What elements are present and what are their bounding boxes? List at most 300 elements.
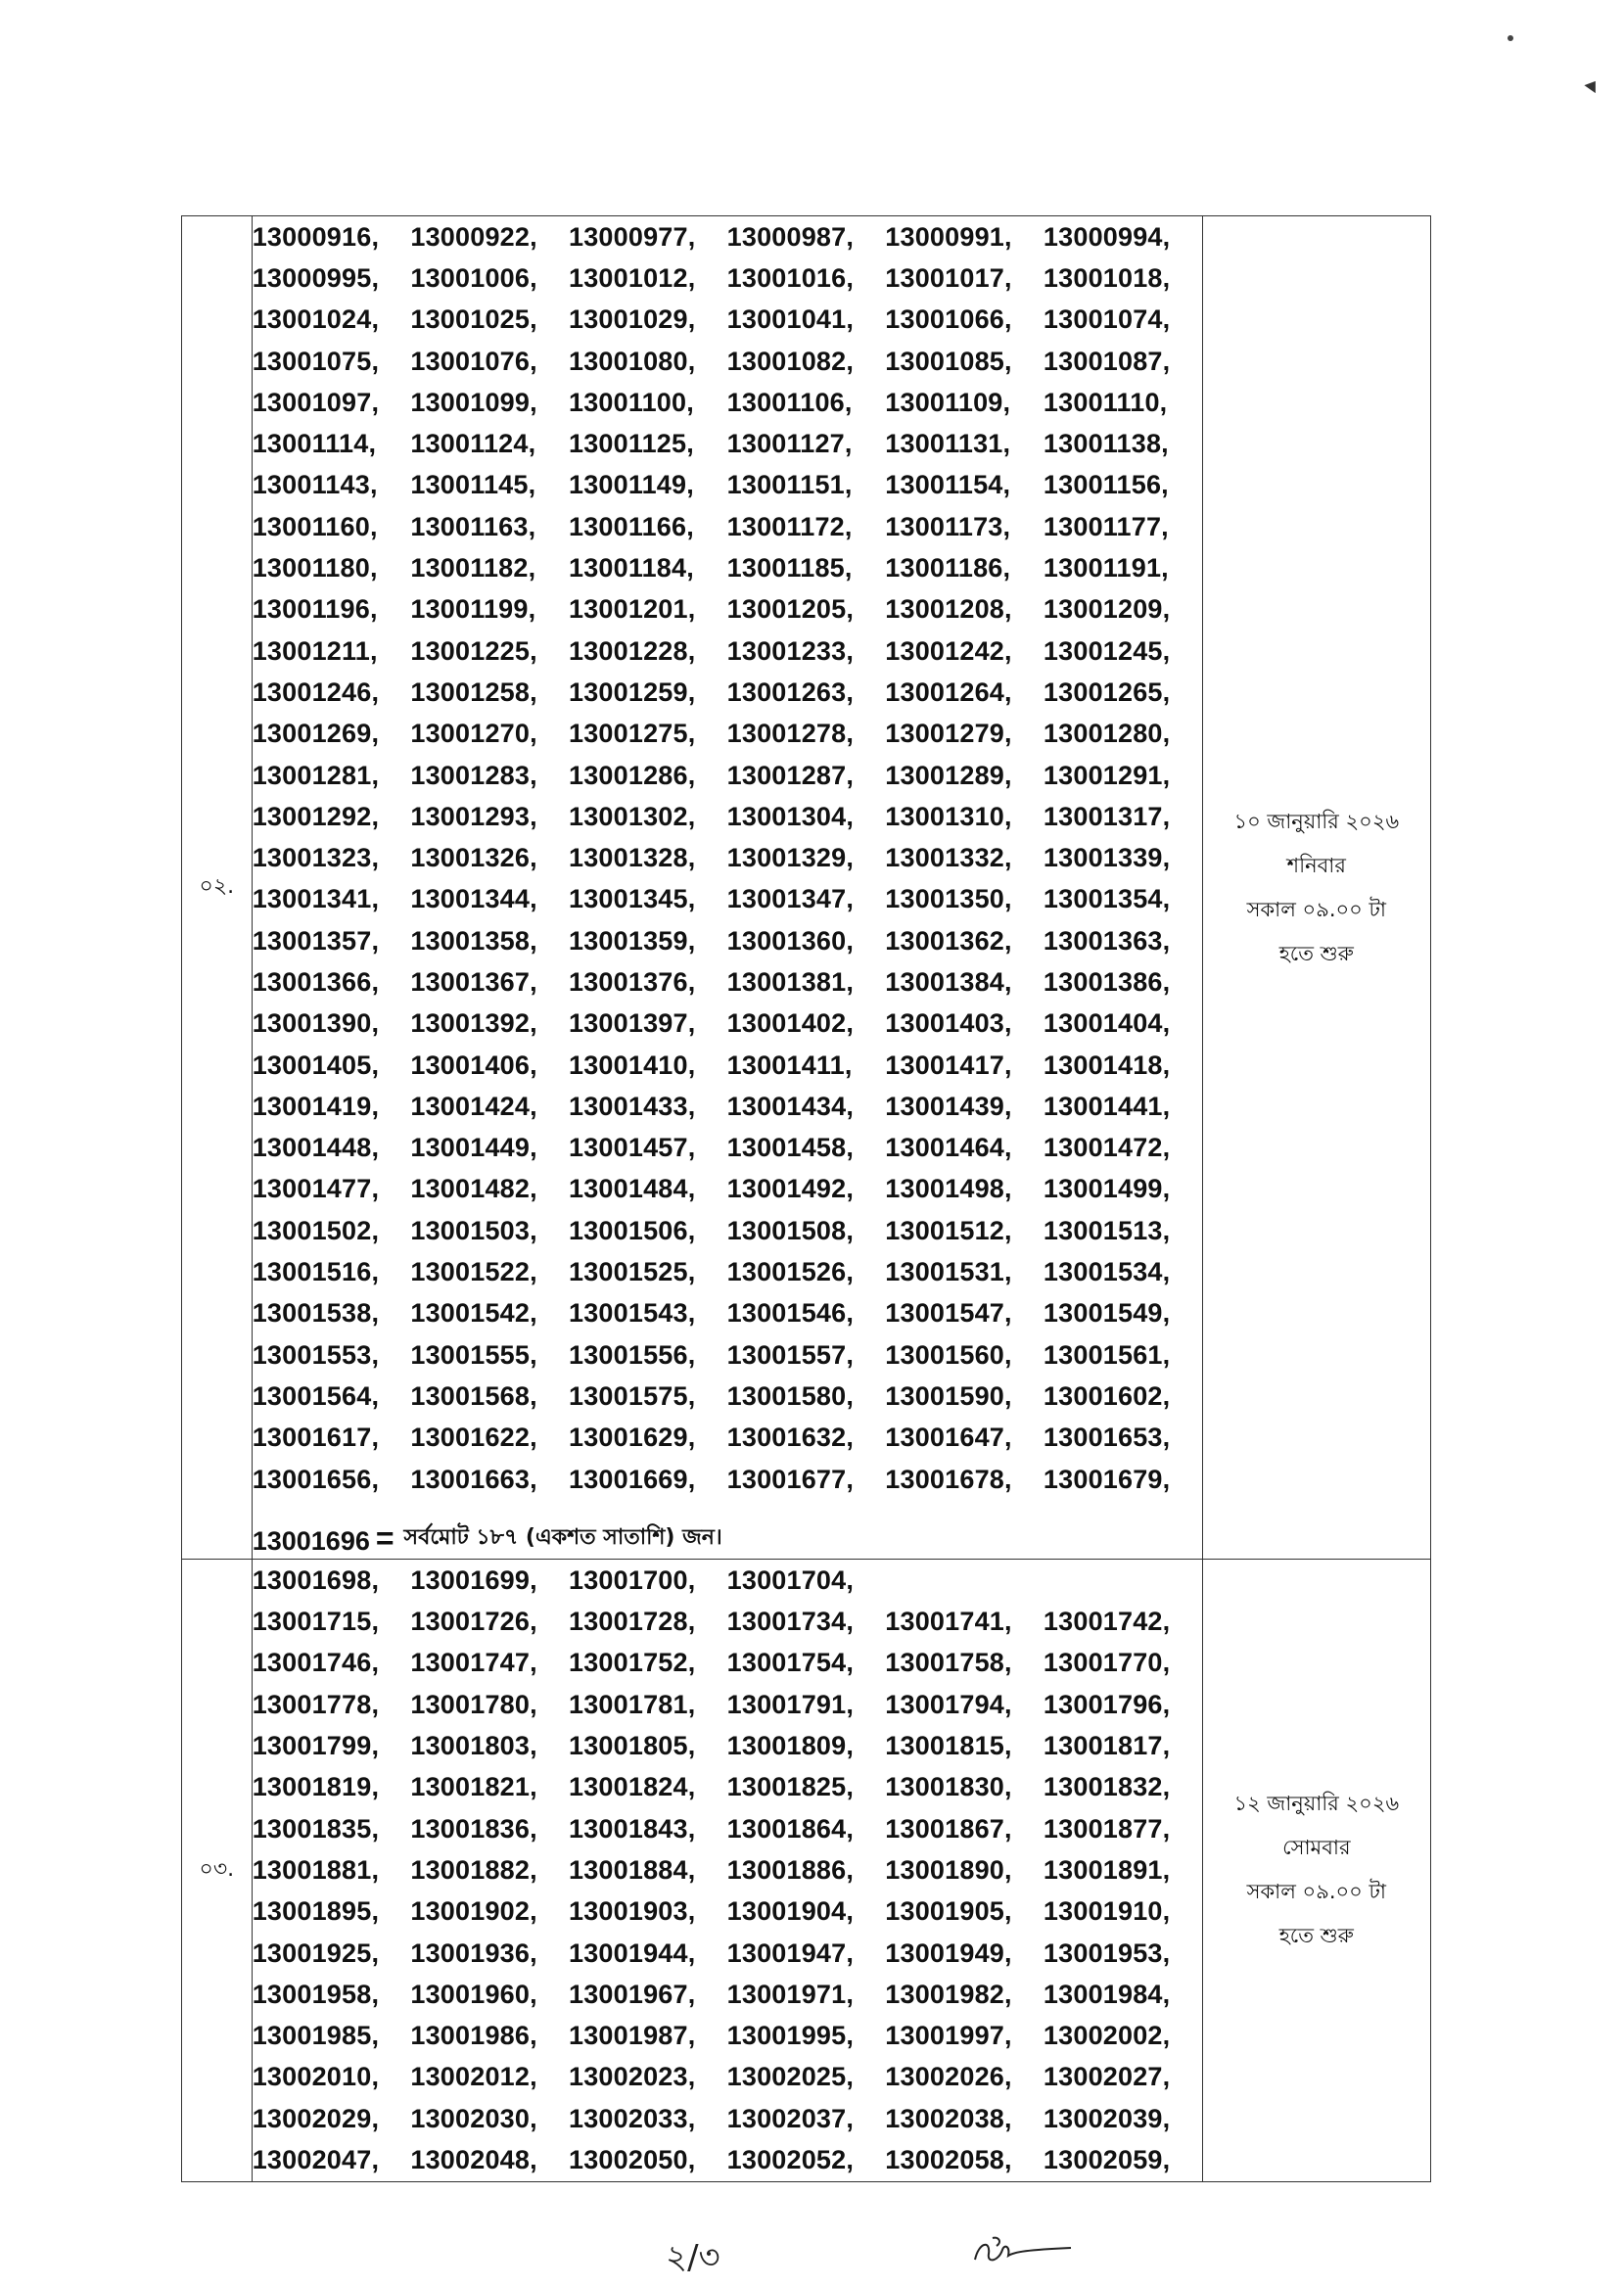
roll-number: 13001041,	[726, 304, 855, 335]
roll-number: 13001025,	[410, 304, 537, 335]
roll-row	[253, 1643, 1202, 1684]
roll-number: 13001502,	[252, 1215, 380, 1245]
roll-number: 13001799,	[252, 1731, 380, 1761]
roll-number: 13001817,	[1043, 1731, 1171, 1761]
roll-row	[253, 1210, 1202, 1251]
roll-number: 13001498,	[885, 1174, 1012, 1204]
roll-number: 13001656,	[252, 1464, 380, 1494]
roll-number: 13001925,	[252, 1938, 380, 1968]
roll-row	[253, 423, 1202, 464]
roll-row	[253, 1251, 1202, 1292]
roll-row	[253, 1974, 1202, 2015]
roll-number: 13001406,	[410, 1050, 537, 1080]
roll-number: 13001824,	[569, 1772, 696, 1802]
roll-number: 13002030,	[410, 2103, 537, 2133]
roll-number: 13001358,	[410, 925, 537, 956]
roll-number: 13001242,	[885, 635, 1012, 666]
roll-number: 13001542,	[410, 1298, 537, 1329]
roll-number: 13001087,	[1043, 346, 1171, 376]
roll-row	[253, 1891, 1202, 1933]
roll-number: 13001439,	[885, 1091, 1012, 1121]
exam-time: সকাল ০৯.০০ টা	[1246, 897, 1387, 921]
roll-number: 13001166,	[569, 511, 694, 541]
roll-number: 13001259,	[569, 677, 696, 707]
roll-number: 13001553,	[252, 1339, 380, 1370]
roll-number: 13001350,	[885, 884, 1012, 914]
page-number: ২/৩	[666, 2238, 720, 2277]
roll-number: 13001018,	[1043, 262, 1171, 293]
roll-number: 13001867,	[885, 1813, 1012, 1844]
roll-number: 13001328,	[569, 843, 696, 873]
roll-number: 13001182,	[410, 553, 536, 584]
roll-number: 13001534,	[1043, 1257, 1171, 1287]
roll-number: 13001264,	[885, 677, 1012, 707]
roll-number: 13001512,	[885, 1215, 1012, 1245]
roll-number: 13001549,	[1043, 1298, 1171, 1329]
roll-number: 13001815,	[885, 1731, 1012, 1761]
roll-number: 13001836,	[410, 1813, 537, 1844]
roll-row	[253, 1086, 1202, 1127]
roll-number: 13001557,	[726, 1339, 855, 1370]
roll-number: 13001292,	[252, 801, 380, 831]
roll-number: 13001499,	[1043, 1174, 1171, 1204]
roll-number: 13000995,	[252, 262, 380, 293]
roll-number: 13001075,	[252, 346, 380, 376]
roll-number: 13001647,	[885, 1423, 1012, 1453]
roll-row	[253, 1808, 1202, 1849]
roll-number: 13001085,	[885, 346, 1012, 376]
roll-number: 13001677,	[726, 1464, 855, 1494]
total-count: সর্বমোট ১৮৭ (একশত সাতাশি) জন।	[403, 1525, 722, 1551]
roll-number: 13001127,	[726, 429, 853, 459]
roll-number: 13001434,	[726, 1091, 855, 1121]
exam-day: শনিবার	[1286, 853, 1346, 877]
roll-number: 13001302,	[569, 801, 696, 831]
roll-number: 13001359,	[569, 925, 696, 956]
roll-number: 13002038,	[885, 2103, 1012, 2133]
roll-number: 13001967,	[569, 1979, 696, 2009]
roll-number: 13001910,	[1043, 1896, 1171, 1927]
roll-number: 13001482,	[410, 1174, 537, 1204]
roll-number: 13001877,	[1043, 1813, 1171, 1844]
roll-number: 13001698,	[252, 1564, 380, 1595]
roll-number: 13001341,	[252, 884, 380, 914]
roll-row	[253, 1045, 1202, 1086]
roll-number: 13001754,	[726, 1648, 855, 1678]
roll-number: 13001339,	[1043, 843, 1171, 873]
roll-row	[253, 1849, 1202, 1891]
roll-number: 13001211,	[252, 635, 378, 666]
roll-row	[253, 382, 1202, 423]
roll-number: 13001538,	[252, 1298, 380, 1329]
roll-number: 13001163,	[410, 511, 536, 541]
roll-number: 13001794,	[885, 1689, 1012, 1719]
roll-number: 13002002,	[1043, 2021, 1171, 2051]
roll-number: 13001233,	[726, 635, 855, 666]
roll-number: 13001905,	[885, 1896, 1012, 1927]
roll-row	[253, 2057, 1202, 2098]
roll-number: 13001546,	[726, 1298, 855, 1329]
roll-number: 13001410,	[569, 1050, 696, 1080]
roll-number: 13001704,	[726, 1564, 855, 1595]
roll-number: 13001513,	[1043, 1215, 1171, 1245]
serial-cell: ০৩.	[182, 1560, 253, 2181]
roll-number: 13001632,	[726, 1423, 855, 1453]
roll-number: 13001099,	[410, 387, 537, 417]
roll-number: 13001746,	[252, 1648, 380, 1678]
roll-row	[253, 465, 1202, 506]
roll-number: 13001669,	[569, 1464, 696, 1494]
roll-number: 13001679,	[1043, 1464, 1171, 1494]
roll-number: 13001245,	[1043, 635, 1171, 666]
roll-number: 13001791,	[726, 1689, 855, 1719]
roll-number: 13001424,	[410, 1091, 537, 1121]
roll-row	[253, 1684, 1202, 1725]
roll-number: 13001830,	[885, 1772, 1012, 1802]
roll-number: 13001329,	[726, 843, 855, 873]
roll-number: 13001397,	[569, 1008, 696, 1039]
roll-number: 13002029,	[252, 2103, 380, 2133]
roll-row	[253, 961, 1202, 1003]
roll-number: 13001561,	[1043, 1339, 1171, 1370]
roll-number: 13001741,	[885, 1607, 1012, 1637]
roll-number: 13001433,	[569, 1091, 696, 1121]
roll-number: 13001360,	[726, 925, 855, 956]
roll-number: 13001363,	[1043, 925, 1171, 956]
serial-cell: ০২.	[182, 216, 253, 1560]
roll-number: 13001580,	[726, 1380, 855, 1411]
roll-row	[253, 1459, 1202, 1500]
exam-day: সোমবার	[1282, 1836, 1351, 1860]
roll-number: 13001180,	[252, 553, 378, 584]
roll-number: 13001362,	[885, 925, 1012, 956]
roll-number: 13001629,	[569, 1423, 696, 1453]
roll-number: 13001728,	[569, 1607, 696, 1637]
roll-number: 13001949,	[885, 1938, 1012, 1968]
roll-number: 13001366,	[252, 966, 380, 997]
roll-number: 13001258,	[410, 677, 537, 707]
roll-number: 13001947,	[726, 1938, 855, 1968]
roll-number: 13001895,	[252, 1896, 380, 1927]
roll-number: 13002026,	[885, 2062, 1012, 2092]
roll-number: 13001012,	[569, 262, 696, 293]
roll-number: 13001835,	[252, 1813, 380, 1844]
roll-number: 13001209,	[1043, 594, 1171, 625]
roll-row	[253, 2015, 1202, 2056]
roll-number: 13001441,	[1043, 1091, 1171, 1121]
roll-number: 13001508,	[726, 1215, 855, 1245]
roll-number: 13001819,	[252, 1772, 380, 1802]
roll-row	[253, 1128, 1202, 1169]
roll-number: 13001143,	[252, 470, 378, 500]
roll-number: 13000916,	[252, 221, 380, 252]
roll-row	[253, 837, 1202, 878]
roll-number: 13001402,	[726, 1008, 855, 1039]
roll-number: 13001492,	[726, 1174, 855, 1204]
roll-number: 13001809,	[726, 1731, 855, 1761]
roll-number: 13001715,	[252, 1607, 380, 1637]
scan-speck	[1508, 35, 1513, 41]
roll-number: 13001275,	[569, 719, 696, 749]
roll-number: 13001281,	[252, 760, 380, 790]
roll-number: 13001138,	[1043, 429, 1169, 459]
roll-number: 13002050,	[569, 2145, 696, 2174]
roll-row	[253, 920, 1202, 961]
signature-icon	[969, 2232, 1077, 2271]
roll-number: 13001145,	[410, 470, 536, 500]
roll-number: 13002059,	[1043, 2145, 1171, 2174]
roll-number: 13002037,	[726, 2103, 855, 2133]
roll-row	[253, 1725, 1202, 1766]
roll-number: 13001805,	[569, 1731, 696, 1761]
roll-number: 13001386,	[1043, 966, 1171, 997]
roll-number: 13001286,	[569, 760, 696, 790]
roll-row	[253, 1560, 1202, 1601]
last-roll: 13001696	[252, 1526, 370, 1557]
roll-number: 13001354,	[1043, 884, 1171, 914]
roll-number: 13001555,	[410, 1339, 537, 1370]
roll-number: 13001106,	[726, 387, 853, 417]
roll-number: 13001516,	[252, 1257, 380, 1287]
roll-row	[253, 630, 1202, 672]
roll-number: 13001832,	[1043, 1772, 1171, 1802]
roll-number: 13001270,	[410, 719, 537, 749]
section-row-02	[182, 216, 1431, 1560]
roll-number: 13001177,	[1043, 511, 1169, 541]
roll-number: 13001699,	[410, 1564, 537, 1595]
roll-number: 13001287,	[726, 760, 855, 790]
roll-number: 13002027,	[1043, 2062, 1171, 2092]
roll-number: 13001449,	[410, 1133, 537, 1163]
roll-number: 13001344,	[410, 884, 537, 914]
roll-number: 13001560,	[885, 1339, 1012, 1370]
roll-number: 13001700,	[569, 1564, 696, 1595]
roll-number: 13001575,	[569, 1380, 696, 1411]
roll-number: 13001770,	[1043, 1648, 1171, 1678]
roll-number: 13001622,	[410, 1423, 537, 1453]
roll-number: 13001074,	[1043, 304, 1171, 335]
roll-number: 13001778,	[252, 1689, 380, 1719]
roll-row	[253, 714, 1202, 755]
roll-number: 13001663,	[410, 1464, 537, 1494]
roll-number: 13001556,	[569, 1339, 696, 1370]
roll-number: 13001781,	[569, 1689, 696, 1719]
roll-number: 13001882,	[410, 1854, 537, 1885]
roll-number: 13001016,	[726, 262, 855, 293]
roll-number: 13001726,	[410, 1607, 537, 1637]
schedule-info-cell	[1202, 216, 1430, 1560]
roll-number: 13001825,	[726, 1772, 855, 1802]
roll-number: 13001131,	[885, 429, 1011, 459]
roll-number: 13001076,	[410, 346, 537, 376]
roll-number: 13001323,	[252, 843, 380, 873]
roll-number: 13001484,	[569, 1174, 696, 1204]
roll-number: 13002023,	[569, 2062, 696, 2092]
total-line	[253, 1500, 1202, 1559]
roll-number: 13001796,	[1043, 1689, 1171, 1719]
roll-row	[253, 2098, 1202, 2139]
roll-row	[253, 506, 1202, 547]
roll-number: 13001568,	[410, 1380, 537, 1411]
roll-number: 13001109,	[885, 387, 1011, 417]
start-note: হতে শুরু	[1278, 941, 1354, 965]
roll-row	[253, 672, 1202, 713]
section-row-03	[182, 1560, 1431, 2181]
roll-number: 13001317,	[1043, 801, 1171, 831]
roll-row	[253, 1767, 1202, 1808]
roll-number: 13001291,	[1043, 760, 1171, 790]
roll-number: 13001590,	[885, 1380, 1012, 1411]
roll-row	[253, 1602, 1202, 1643]
roll-row	[253, 1376, 1202, 1417]
roll-number: 13001821,	[410, 1772, 537, 1802]
roll-row	[253, 796, 1202, 837]
roll-number: 13001278,	[726, 719, 855, 749]
roll-number: 13001747,	[410, 1648, 537, 1678]
roll-number: 13001997,	[885, 2021, 1012, 2051]
roll-number: 13001417,	[885, 1050, 1012, 1080]
roll-number: 13001156,	[1043, 470, 1169, 500]
roll-list	[253, 216, 1202, 1500]
roll-number: 13001124,	[410, 429, 536, 459]
roll-number: 13001903,	[569, 1896, 696, 1927]
roll-number: 13001172,	[726, 511, 853, 541]
roll-number: 13001280,	[1043, 719, 1171, 749]
roll-number: 13001936,	[410, 1938, 537, 1968]
roll-number: 13001522,	[410, 1257, 537, 1287]
roll-number: 13001390,	[252, 1008, 380, 1039]
roll-number: 13001186,	[885, 553, 1011, 584]
roll-number: 13001381,	[726, 966, 855, 997]
roll-number: 13001448,	[252, 1133, 380, 1163]
roll-number: 13001332,	[885, 843, 1012, 873]
roll-row	[253, 300, 1202, 341]
roll-number: 13001191,	[1043, 553, 1169, 584]
roll-number: 13001944,	[569, 1938, 696, 1968]
roll-number: 13001080,	[569, 346, 696, 376]
roll-number: 13001173,	[885, 511, 1011, 541]
roll-number: 13001752,	[569, 1648, 696, 1678]
scan-mark	[1584, 77, 1601, 93]
roll-number: 13001205,	[726, 594, 855, 625]
roll-number: 13002033,	[569, 2103, 696, 2133]
roll-number: 13001357,	[252, 925, 380, 956]
roll-number: 13001995,	[726, 2021, 855, 2051]
roll-number: 13001405,	[252, 1050, 380, 1080]
roll-number: 13001986,	[410, 2021, 537, 2051]
roll-number: 13001564,	[252, 1380, 380, 1411]
roll-number: 13001780,	[410, 1689, 537, 1719]
roll-number: 13002052,	[726, 2145, 855, 2174]
roll-number: 13001201,	[569, 594, 696, 625]
roll-row	[253, 547, 1202, 588]
roll-number: 13001902,	[410, 1896, 537, 1927]
roll-number: 13001958,	[252, 1979, 380, 2009]
roll-number: 13001477,	[252, 1174, 380, 1204]
exam-date: ১২ জানুয়ারি ২০২৬	[1233, 1792, 1400, 1816]
roll-number: 13001304,	[726, 801, 855, 831]
roll-row	[253, 755, 1202, 796]
roll-number: 13001985,	[252, 2021, 380, 2051]
roll-number: 13001419,	[252, 1091, 380, 1121]
roll-number: 13001283,	[410, 760, 537, 790]
roll-number: 13001006,	[410, 262, 537, 293]
roll-number: 13001208,	[885, 594, 1012, 625]
roll-number: 13001458,	[726, 1133, 855, 1163]
equals-sign: =	[375, 1520, 394, 1557]
roll-row	[253, 1933, 1202, 1974]
roll-list	[253, 1560, 1202, 2180]
roll-number: 13001617,	[252, 1423, 380, 1453]
roll-number: 13000991,	[885, 221, 1012, 252]
roll-number: 13000977,	[569, 221, 696, 252]
roll-number: 13002039,	[1043, 2103, 1171, 2133]
exam-date: ১০ জানুয়ারি ২০২৬	[1233, 809, 1400, 833]
roll-number: 13001472,	[1043, 1133, 1171, 1163]
roll-number: 13001017,	[885, 262, 1012, 293]
roll-row	[253, 216, 1202, 257]
roll-number: 13001024,	[252, 304, 380, 335]
roll-number: 13001403,	[885, 1008, 1012, 1039]
roll-number: 13001384,	[885, 966, 1012, 997]
roll-list-cell	[252, 1560, 1202, 2181]
roll-number: 13001066,	[885, 304, 1012, 335]
roll-number: 13001547,	[885, 1298, 1012, 1329]
roll-number: 13001125,	[569, 429, 694, 459]
roll-number: 13001864,	[726, 1813, 855, 1844]
roll-number: 13001196,	[252, 594, 378, 625]
roll-row	[253, 1293, 1202, 1334]
roll-number: 13001531,	[885, 1257, 1012, 1287]
roll-number: 13002048,	[410, 2145, 537, 2174]
roll-row	[253, 1334, 1202, 1376]
roll-number: 13002047,	[252, 2145, 380, 2174]
roll-number: 13001110,	[1043, 387, 1168, 417]
roll-number: 13001310,	[885, 801, 1012, 831]
roll-number: 13001347,	[726, 884, 855, 914]
roll-number: 13001376,	[569, 966, 696, 997]
roll-number: 13001982,	[885, 1979, 1012, 2009]
roll-number: 13001404,	[1043, 1008, 1171, 1039]
roll-number: 13002025,	[726, 2062, 855, 2092]
roll-number: 13001225,	[410, 635, 537, 666]
roll-number: 13001960,	[410, 1979, 537, 2009]
roll-number: 13001886,	[726, 1854, 855, 1885]
roll-number: 13000922,	[410, 221, 537, 252]
roll-number: 13001029,	[569, 304, 696, 335]
roll-number: 13001884,	[569, 1854, 696, 1885]
roll-row	[253, 1004, 1202, 1045]
roll-row	[253, 257, 1202, 299]
roll-number: 13001457,	[569, 1133, 696, 1163]
roll-number: 13000987,	[726, 221, 855, 252]
roll-row	[253, 2139, 1202, 2180]
roll-number: 13001151,	[726, 470, 853, 500]
roll-row	[253, 1169, 1202, 1210]
roll-number: 13001185,	[726, 553, 853, 584]
roll-number: 13001293,	[410, 801, 537, 831]
roll-number: 13001891,	[1043, 1854, 1171, 1885]
roll-number: 13001506,	[569, 1215, 696, 1245]
roll-number: 13001100,	[569, 387, 694, 417]
roll-number: 13001392,	[410, 1008, 537, 1039]
roll-number: 13001803,	[410, 1731, 537, 1761]
roll-row	[253, 1418, 1202, 1459]
roll-number: 13001525,	[569, 1257, 696, 1287]
schedule-info-cell	[1202, 1560, 1430, 2181]
roll-number: 13001904,	[726, 1896, 855, 1927]
roll-number: 13001228,	[569, 635, 696, 666]
